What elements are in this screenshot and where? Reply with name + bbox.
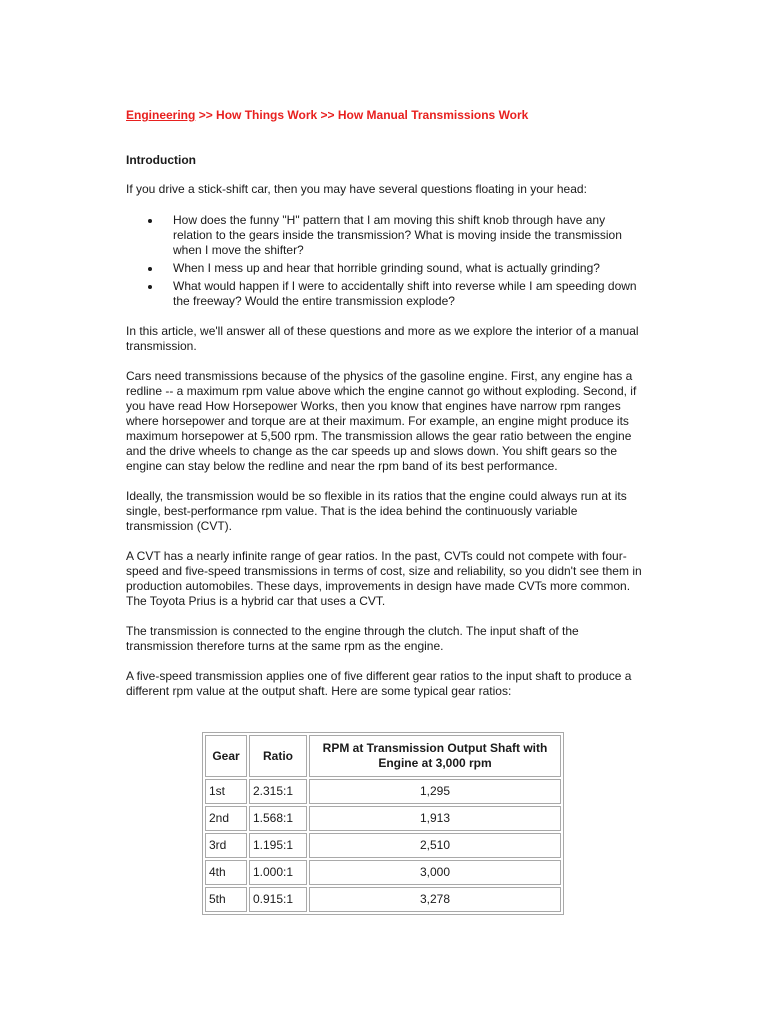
table-header-row [205,735,561,777]
gear-cell: 2nd [205,806,247,831]
gear-ratio-table [202,732,564,915]
rpm-cell: 3,000 [309,860,561,885]
ratio-cell: 0.915:1 [249,887,307,912]
ratio-cell: 2.315:1 [249,779,307,804]
article [126,108,646,906]
body-paragraph: The transmission is connected to the engine through the clutch. The input shaft of the transmission therefore turns at the same rpm as the engine. [126,624,579,653]
question-item: When I mess up and hear that horrible grinding sound, what is actually grinding? [173,261,646,276]
breadcrumb-separator: >> [320,108,335,122]
gear-cell: 1st [205,779,247,804]
column-header-ratio: Ratio [249,735,307,777]
table-row [205,779,561,804]
column-header-gear: Gear [205,735,247,777]
rpm-cell: 1,913 [309,806,561,831]
section-heading: Introduction [126,153,196,167]
breadcrumb-current-page: How Manual Transmissions Work [337,108,529,122]
gear-cell: 3rd [205,833,247,858]
body-paragraph: In this article, we'll answer all of these questions and more as we explore the interior of a manual transmission. [126,324,639,353]
question-list [126,213,646,309]
body-paragraph: Cars need transmissions because of the physics of the gasoline engine. First, any engine has a redline -- a maximum rpm value above which the engine cannot go without exploding. Second, if you have read How Horsepower Works, then you know that engines have narrow rpm ranges where horsepower and torque are at their maximum. For example, an engine might produce its maximum horsepower at 5,500 rpm. The transmission allows the gear ratio between the engine and the drive wheels to change as the car speeds up and slows down. You shift gears so the engine can stay below the redline and near the rpm band of its best performance. [126,369,637,473]
ratio-cell: 1.000:1 [249,860,307,885]
ratio-cell: 1.568:1 [249,806,307,831]
question-item: What would happen if I were to accidentally shift into reverse while I am speeding down the freeway? Would the entire transmission explode? [173,279,646,309]
table-row [205,887,561,912]
table-row [205,806,561,831]
breadcrumb-link-engineering[interactable]: Engineering [126,108,196,122]
breadcrumb-how-things-work: How Things Work [216,108,318,122]
intro-paragraph: If you drive a stick-shift car, then you may have several questions floating in your head: [126,182,587,196]
body-paragraph: Ideally, the transmission would be so flexible in its ratios that the engine could always run at its single, best-performance rpm value. That is the idea behind the continuously variable transmission (CVT). [126,489,627,533]
breadcrumb [126,108,646,123]
breadcrumb-separator: >> [198,108,213,122]
rpm-cell: 1,295 [309,779,561,804]
table-row [205,833,561,858]
gear-cell: 5th [205,887,247,912]
question-item: How does the funny "H" pattern that I am moving this shift knob through have any relation to the gears inside the transmission? What is moving inside the transmission when I move the shifter? [173,213,646,258]
table-row [205,860,561,885]
rpm-cell: 2,510 [309,833,561,858]
body-paragraph: A CVT has a nearly infinite range of gear ratios. In the past, CVTs could not compete with four-speed and five-speed transmissions in terms of cost, size and reliability, so you didn't see them in production automobiles. These days, improvements in design have made CVTs more common. The Toyota Prius is a hybrid car that uses a CVT. [126,549,642,608]
column-header-rpm: RPM at Transmission Output Shaft with Engine at 3,000 rpm [309,735,561,777]
rpm-cell: 3,278 [309,887,561,912]
gear-cell: 4th [205,860,247,885]
body-paragraph: A five-speed transmission applies one of five different gear ratios to the input shaft to produce a different rpm value at the output shaft. Here are some typical gear ratios: [126,669,632,698]
ratio-cell: 1.195:1 [249,833,307,858]
